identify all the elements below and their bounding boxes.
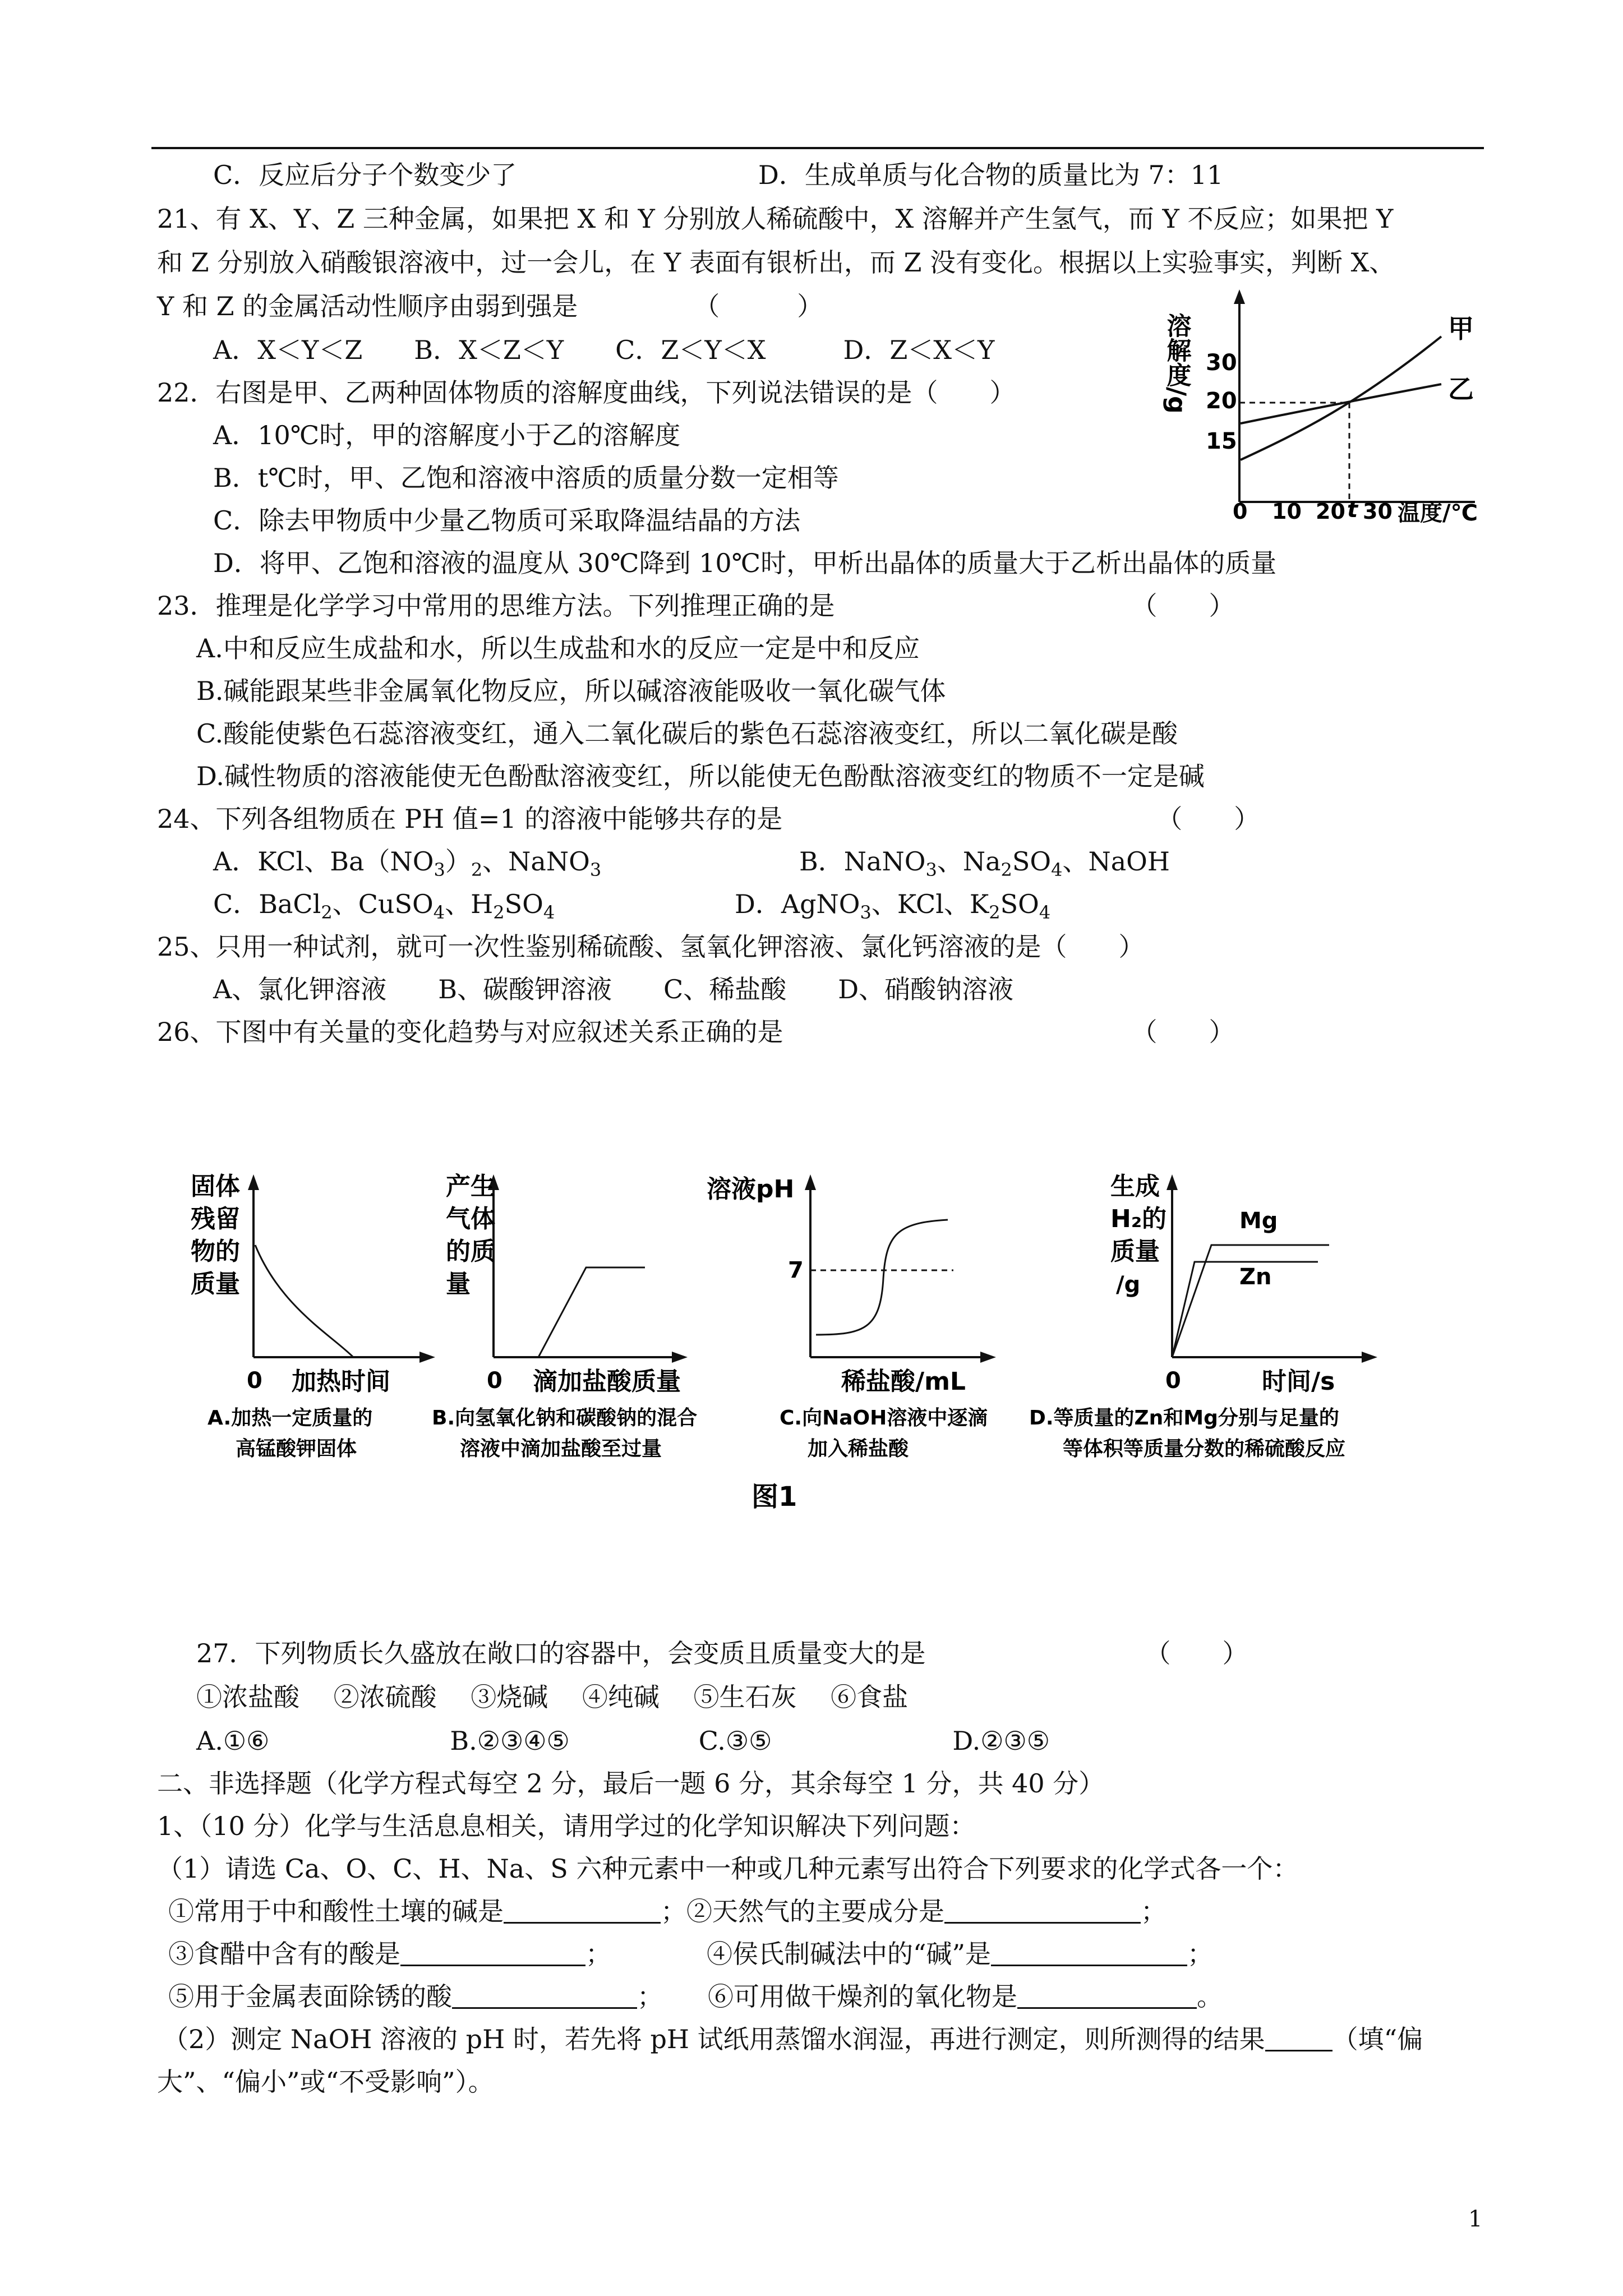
p1-stem: 1、（10 分）化学与生活息息相关，请用学过的化学知识解决下列问题： <box>157 1811 976 1841</box>
svg-text:的质: 的质 <box>446 1237 495 1266</box>
page-number: 1 <box>1468 2206 1483 2232</box>
svg-text:Mg: Mg <box>1239 1208 1278 1234</box>
svg-text:加热时间: 加热时间 <box>292 1367 390 1396</box>
solubility-ytick-20: 20 <box>1206 388 1237 414</box>
solubility-xlabel: 温度/℃ <box>1398 500 1478 526</box>
svg-text:质量: 质量 <box>1110 1237 1160 1266</box>
header-rule <box>151 147 1484 149</box>
svg-text:时间/s: 时间/s <box>1262 1367 1335 1396</box>
svg-text:物的: 物的 <box>191 1237 240 1266</box>
svg-text:气体: 气体 <box>446 1205 495 1233</box>
q20-option-d: D．生成单质与化合物的质量比为 7：11 <box>758 160 1224 190</box>
solubility-xtick-20: 20 <box>1316 499 1345 524</box>
q23-option-d: D.碱性物质的溶液能使无色酚酞溶液变红，所以能使无色酚酞溶液变红的物质不一定是碱 <box>196 761 1205 791</box>
svg-text:0: 0 <box>1165 1368 1181 1394</box>
p1-part2-line-1: （2）测定 NaOH 溶液的 pH 时，若先将 pH 试纸用蒸馏水润湿，再进行测定，则所测得的结果 （填“偏 <box>163 2024 1423 2054</box>
svg-text:生成: 生成 <box>1110 1172 1160 1201</box>
answer-blank-4[interactable] <box>991 1940 1187 1966</box>
svg-text:滴加盐酸质量: 滴加盐酸质量 <box>533 1367 681 1396</box>
solubility-series-yi: 乙 <box>1448 374 1474 404</box>
svg-text:7: 7 <box>788 1257 804 1283</box>
svg-text:0: 0 <box>487 1368 502 1394</box>
q27-options: A.①⑥ B.②③④⑤ C.③⑤ D.②③⑤ <box>196 1726 1050 1756</box>
q23-option-a: A.中和反应生成盐和水，所以生成盐和水的反应一定是中和反应 <box>196 633 920 663</box>
q22-option-d: D．将甲、乙饱和溶液的温度从 30℃降到 10℃时，甲析出晶体的质量大于乙析出晶体的质量 <box>213 548 1277 578</box>
q23-option-b: B.碱能跟某些非金属氧化物反应，所以碱溶液能吸收一氧化碳气体 <box>196 676 946 706</box>
answer-blank-1[interactable] <box>504 1897 661 1924</box>
fig1-panel-c <box>707 1174 996 1460</box>
answer-blank-3[interactable] <box>400 1940 585 1966</box>
svg-text:溶液pH: 溶液pH <box>707 1175 795 1204</box>
answer-blank-6[interactable] <box>1017 1983 1197 2009</box>
answer-blank-2[interactable] <box>944 1897 1141 1924</box>
solubility-xtick-t: t <box>1347 497 1358 523</box>
svg-text:H₂的: H₂的 <box>1110 1205 1167 1233</box>
svg-text:量: 量 <box>446 1270 471 1298</box>
solubility-series-jia: 甲 <box>1448 313 1474 344</box>
solubility-ytick-30: 30 <box>1206 350 1237 376</box>
p1-blank-row-3: ⑤用于金属表面除锈的酸 ； ⑥可用做干燥剂的氧化物是 。 <box>168 1981 1223 2012</box>
svg-text:A.加热一定质量的: A.加热一定质量的 <box>208 1407 373 1430</box>
p1-blank-row-2: ③食醋中含有的酸是 ； ④侯氏制碱法中的“碱”是 ； <box>168 1939 1214 1969</box>
q25-options: A、氯化钾溶液 B、碳酸钾溶液 C、稀盐酸 D、硝酸钠溶液 <box>213 974 1014 1004</box>
q21-line-2: 和 Z 分别放入硝酸银溶液中，过一会儿，在 Y 表面有银析出，而 Z 没有变化。根据以上实验事实，判断 X、 <box>157 247 1395 278</box>
solubility-curve-jia <box>1241 336 1441 460</box>
svg-text:等体积等质量分数的稀硫酸反应: 等体积等质量分数的稀硫酸反应 <box>1063 1437 1346 1460</box>
solubility-ylabel: 溶解度/g <box>1162 313 1191 414</box>
q22-option-b: B．t℃时，甲、乙饱和溶液中溶质的质量分数一定相等 <box>213 463 839 493</box>
svg-text:产生: 产生 <box>446 1172 495 1201</box>
solubility-chart <box>1162 286 1531 526</box>
q21-line-3: Y 和 Z 的金属活动性顺序由弱到强是 （ ） <box>157 291 823 321</box>
svg-text:固体: 固体 <box>191 1172 240 1201</box>
svg-text:残留: 残留 <box>191 1205 240 1233</box>
fig1-panel-d <box>1029 1172 1377 1460</box>
p1-part1: （1）请选 Ca、O、C、H、Na、S 六种元素中一种或几种元素写出符合下列要求的化学式各一个： <box>157 1854 1299 1884</box>
solubility-ytick-15: 15 <box>1206 428 1237 454</box>
q24-option-c: C．BaCl$_2$、CuSO$_4$、$H_2SO_4$ <box>213 889 555 923</box>
solubility-curve-yi <box>1241 384 1441 423</box>
svg-text:质量: 质量 <box>191 1270 240 1298</box>
q25-stem: 25、只用一种试剂，就可一次性鉴别稀硫酸、氢氧化钾溶液、氯化钙溶液的是（ ） <box>157 932 1145 962</box>
svg-text:D.等质量的Zn和Mg分别与足量的: D.等质量的Zn和Mg分别与足量的 <box>1029 1407 1339 1430</box>
q26-stem: 26、下图中有关量的变化趋势与对应叙述关系正确的是 （ ） <box>157 1017 1235 1047</box>
fig1-panel-b <box>432 1172 697 1460</box>
answer-blank-7[interactable] <box>1265 2025 1332 2051</box>
svg-text:/g: /g <box>1116 1272 1141 1298</box>
q23-stem: 23．推理是化学学习中常用的思维方法。下列推理正确的是 （ ） <box>157 591 1235 621</box>
svg-text:Zn: Zn <box>1239 1264 1272 1290</box>
q22-option-a: A．10℃时，甲的溶解度小于乙的溶解度 <box>213 420 681 450</box>
p1-blank-row-1: ①常用于中和酸性土壤的碱是 ；②天然气的主要成分是 ； <box>168 1896 1166 1926</box>
p1-part2-line-2: 大”、“偏小”或“不受影响”）。 <box>157 2067 494 2097</box>
q27-stem: 27．下列物质长久盛放在敞口的容器中，会变质且质量变大的是 （ ） <box>196 1638 1248 1668</box>
svg-text:0: 0 <box>247 1368 262 1394</box>
q24-stem: 24、下列各组物质在 PH 值=1 的溶液中能够共存的是 （ ） <box>157 804 1260 834</box>
solubility-xtick-10: 10 <box>1272 499 1302 524</box>
svg-text:溶液中滴加盐酸至过量: 溶液中滴加盐酸至过量 <box>460 1437 662 1460</box>
figure-1 <box>168 1167 1430 1525</box>
answer-blank-5[interactable] <box>452 1983 637 2009</box>
solubility-y-arrow <box>1234 289 1245 304</box>
figure-1-caption: 图1 <box>751 1481 797 1513</box>
svg-text:稀盐酸/mL: 稀盐酸/mL <box>841 1367 966 1396</box>
q23-option-c: C.酸能使紫色石蕊溶液变红，通入二氧化碳后的紫色石蕊溶液变红，所以二氧化碳是酸 <box>196 718 1178 749</box>
q20-option-c: C．反应后分子个数变少了 <box>213 160 517 190</box>
solubility-xtick-30: 30 <box>1363 499 1393 524</box>
fig1-panel-a <box>191 1172 435 1460</box>
section-2-heading: 二、非选择题（化学方程式每空 2 分，最后一题 6 分，其余每空 1 分，共 40 分） <box>157 1768 1105 1799</box>
q24-option-a: A．KCl、$Ba(NO_3)_2$、NaNO$_3$ <box>213 846 602 880</box>
q21-line-1: 21、有 X、Y、Z 三种金属，如果把 X 和 Y 分别放人稀硫酸中，X 溶解并产生氢气，而 Y 不反应；如果把 Y <box>157 204 1394 234</box>
svg-text:C.向NaOH溶液中逐滴: C.向NaOH溶液中逐滴 <box>780 1407 988 1430</box>
q24-option-b: B．NaNO$_3$、$Na_2SO_4$、NaOH <box>799 846 1170 880</box>
svg-text:高锰酸钾固体: 高锰酸钾固体 <box>236 1437 357 1460</box>
q24-option-d: D．AgNO$_3$、KCl、$K_2SO_4$ <box>735 889 1051 923</box>
q21-options: A．X＜Y＜Z B．X＜Z＜Y C．Z＜Y＜X D．Z＜X＜Y <box>213 335 995 365</box>
q22-option-c: C．除去甲物质中少量乙物质可采取降温结晶的方法 <box>213 505 801 536</box>
q27-items: ①浓盐酸 ②浓硫酸 ③烧碱 ④纯碱 ⑤生石灰 ⑥食盐 <box>196 1682 909 1712</box>
svg-text:加入稀盐酸: 加入稀盐酸 <box>808 1437 909 1460</box>
solubility-xtick-0: 0 <box>1233 499 1248 524</box>
svg-text:B.向氢氧化钠和碳酸钠的混合: B.向氢氧化钠和碳酸钠的混合 <box>432 1407 698 1430</box>
q22-stem: 22．右图是甲、乙两种固体物质的溶解度曲线，下列说法错误的是（ ） <box>157 377 1016 408</box>
